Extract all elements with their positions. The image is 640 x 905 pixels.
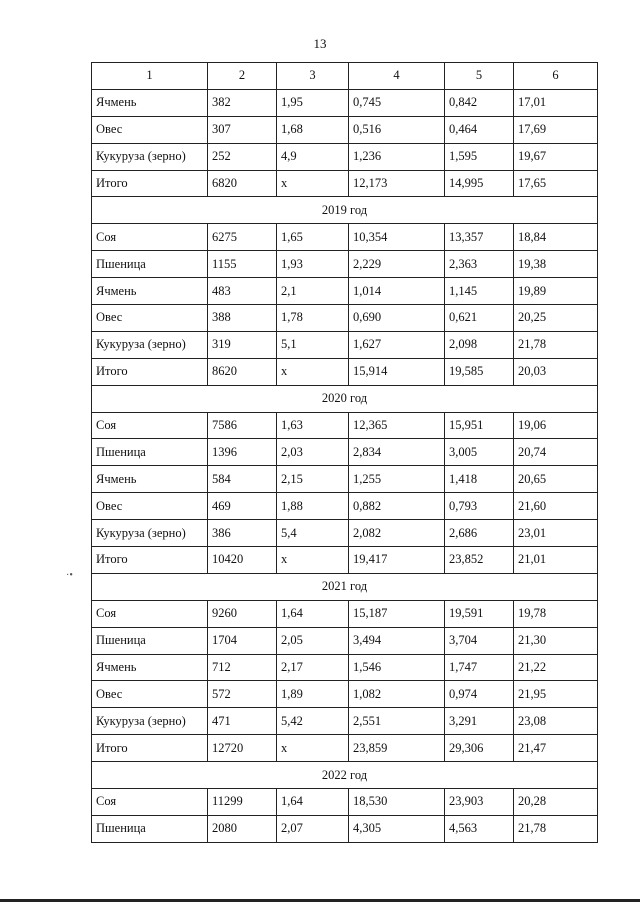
value-cell: 19,38 bbox=[514, 251, 598, 278]
value-cell: 18,530 bbox=[349, 789, 445, 816]
crop-name-cell: Кукуруза (зерно) bbox=[92, 520, 208, 547]
value-cell: 3,704 bbox=[445, 627, 514, 654]
value-cell: х bbox=[277, 547, 349, 574]
value-cell: 0,690 bbox=[349, 305, 445, 332]
header-cell: 3 bbox=[277, 63, 349, 90]
crop-name-cell: Кукуруза (зерно) bbox=[92, 331, 208, 358]
value-cell: 1,255 bbox=[349, 466, 445, 493]
value-cell: 307 bbox=[208, 116, 277, 143]
value-cell: х bbox=[277, 170, 349, 197]
value-cell: 19,89 bbox=[514, 278, 598, 305]
year-row bbox=[92, 573, 598, 600]
value-cell: 469 bbox=[208, 493, 277, 520]
table-row bbox=[92, 493, 598, 520]
table-row bbox=[92, 170, 598, 197]
table-row bbox=[92, 439, 598, 466]
table-row bbox=[92, 600, 598, 627]
value-cell: 13,357 bbox=[445, 224, 514, 251]
table-row bbox=[92, 681, 598, 708]
table-row bbox=[92, 331, 598, 358]
value-cell: 19,591 bbox=[445, 600, 514, 627]
value-cell: 21,30 bbox=[514, 627, 598, 654]
table-row bbox=[92, 654, 598, 681]
value-cell: 0,842 bbox=[445, 89, 514, 116]
header-cell: 6 bbox=[514, 63, 598, 90]
value-cell: 12720 bbox=[208, 735, 277, 762]
header-cell: 5 bbox=[445, 63, 514, 90]
page-edge-line bbox=[0, 899, 640, 902]
year-label: 2021 год bbox=[92, 573, 598, 600]
header-cell: 1 bbox=[92, 63, 208, 90]
crop-name-cell: Овес bbox=[92, 681, 208, 708]
crop-name-cell: Итого bbox=[92, 547, 208, 574]
value-cell: 3,494 bbox=[349, 627, 445, 654]
value-cell: 382 bbox=[208, 89, 277, 116]
value-cell: 1,595 bbox=[445, 143, 514, 170]
value-cell: 20,74 bbox=[514, 439, 598, 466]
value-cell: 21,78 bbox=[514, 815, 598, 842]
value-cell: 17,01 bbox=[514, 89, 598, 116]
value-cell: 1,145 bbox=[445, 278, 514, 305]
value-cell: 17,69 bbox=[514, 116, 598, 143]
value-cell: 1,89 bbox=[277, 681, 349, 708]
value-cell: 2,363 bbox=[445, 251, 514, 278]
value-cell: 8620 bbox=[208, 358, 277, 385]
value-cell: 3,005 bbox=[445, 439, 514, 466]
crop-name-cell: Итого bbox=[92, 735, 208, 762]
value-cell: 0,793 bbox=[445, 493, 514, 520]
value-cell: 10420 bbox=[208, 547, 277, 574]
value-cell: 18,84 bbox=[514, 224, 598, 251]
crop-name-cell: Итого bbox=[92, 170, 208, 197]
value-cell: 23,01 bbox=[514, 520, 598, 547]
value-cell: 584 bbox=[208, 466, 277, 493]
value-cell: 1,88 bbox=[277, 493, 349, 520]
crop-name-cell: Ячмень bbox=[92, 89, 208, 116]
value-cell: 1,236 bbox=[349, 143, 445, 170]
table-row bbox=[92, 815, 598, 842]
value-cell: 1,082 bbox=[349, 681, 445, 708]
value-cell: 20,28 bbox=[514, 789, 598, 816]
value-cell: 15,187 bbox=[349, 600, 445, 627]
value-cell: 23,852 bbox=[445, 547, 514, 574]
crop-name-cell: Пшеница bbox=[92, 439, 208, 466]
header-cell: 4 bbox=[349, 63, 445, 90]
value-cell: 1,014 bbox=[349, 278, 445, 305]
value-cell: 2,15 bbox=[277, 466, 349, 493]
value-cell: 6275 bbox=[208, 224, 277, 251]
value-cell: 572 bbox=[208, 681, 277, 708]
table-row bbox=[92, 789, 598, 816]
table-row bbox=[92, 412, 598, 439]
value-cell: 9260 bbox=[208, 600, 277, 627]
value-cell: 1396 bbox=[208, 439, 277, 466]
value-cell: 6820 bbox=[208, 170, 277, 197]
value-cell: 1,418 bbox=[445, 466, 514, 493]
table-row bbox=[92, 627, 598, 654]
crop-table bbox=[91, 62, 598, 843]
value-cell: 1,64 bbox=[277, 600, 349, 627]
value-cell: 11299 bbox=[208, 789, 277, 816]
value-cell: 1,546 bbox=[349, 654, 445, 681]
value-cell: 388 bbox=[208, 305, 277, 332]
value-cell: 2,03 bbox=[277, 439, 349, 466]
table-row bbox=[92, 143, 598, 170]
value-cell: х bbox=[277, 358, 349, 385]
value-cell: 483 bbox=[208, 278, 277, 305]
crop-name-cell: Ячмень bbox=[92, 466, 208, 493]
value-cell: 1704 bbox=[208, 627, 277, 654]
value-cell: 0,621 bbox=[445, 305, 514, 332]
value-cell: 23,08 bbox=[514, 708, 598, 735]
table-row bbox=[92, 520, 598, 547]
value-cell: 252 bbox=[208, 143, 277, 170]
value-cell: 0,882 bbox=[349, 493, 445, 520]
value-cell: 1155 bbox=[208, 251, 277, 278]
value-cell: 2080 bbox=[208, 815, 277, 842]
crop-name-cell: Овес bbox=[92, 305, 208, 332]
scan-mark: ·• bbox=[66, 570, 73, 581]
table-row bbox=[92, 224, 598, 251]
crop-name-cell: Пшеница bbox=[92, 627, 208, 654]
value-cell: 21,01 bbox=[514, 547, 598, 574]
value-cell: 2,082 bbox=[349, 520, 445, 547]
year-label: 2022 год bbox=[92, 762, 598, 789]
value-cell: 1,95 bbox=[277, 89, 349, 116]
crop-name-cell: Овес bbox=[92, 116, 208, 143]
value-cell: 4,9 bbox=[277, 143, 349, 170]
value-cell: 1,747 bbox=[445, 654, 514, 681]
table-body bbox=[92, 63, 598, 843]
table-row bbox=[92, 358, 598, 385]
value-cell: 29,306 bbox=[445, 735, 514, 762]
value-cell: 1,78 bbox=[277, 305, 349, 332]
crop-name-cell: Пшеница bbox=[92, 251, 208, 278]
value-cell: 4,305 bbox=[349, 815, 445, 842]
value-cell: 7586 bbox=[208, 412, 277, 439]
value-cell: 319 bbox=[208, 331, 277, 358]
value-cell: 5,42 bbox=[277, 708, 349, 735]
year-label: 2020 год bbox=[92, 385, 598, 412]
table-row bbox=[92, 466, 598, 493]
value-cell: 19,06 bbox=[514, 412, 598, 439]
value-cell: 712 bbox=[208, 654, 277, 681]
table-row bbox=[92, 708, 598, 735]
value-cell: 19,585 bbox=[445, 358, 514, 385]
value-cell: 386 bbox=[208, 520, 277, 547]
value-cell: 23,903 bbox=[445, 789, 514, 816]
value-cell: 21,95 bbox=[514, 681, 598, 708]
crop-name-cell: Пшеница bbox=[92, 815, 208, 842]
value-cell: 3,291 bbox=[445, 708, 514, 735]
table-row bbox=[92, 278, 598, 305]
value-cell: 19,78 bbox=[514, 600, 598, 627]
value-cell: 0,464 bbox=[445, 116, 514, 143]
value-cell: 5,4 bbox=[277, 520, 349, 547]
table-row bbox=[92, 305, 598, 332]
value-cell: 471 bbox=[208, 708, 277, 735]
header-cell: 2 bbox=[208, 63, 277, 90]
crop-name-cell: Соя bbox=[92, 789, 208, 816]
year-row bbox=[92, 385, 598, 412]
value-cell: 10,354 bbox=[349, 224, 445, 251]
crop-name-cell: Соя bbox=[92, 600, 208, 627]
value-cell: 2,1 bbox=[277, 278, 349, 305]
value-cell: 12,173 bbox=[349, 170, 445, 197]
value-cell: 20,03 bbox=[514, 358, 598, 385]
value-cell: 23,859 bbox=[349, 735, 445, 762]
value-cell: 1,63 bbox=[277, 412, 349, 439]
value-cell: 1,68 bbox=[277, 116, 349, 143]
value-cell: 0,974 bbox=[445, 681, 514, 708]
value-cell: 2,551 bbox=[349, 708, 445, 735]
value-cell: 19,67 bbox=[514, 143, 598, 170]
year-label: 2019 год bbox=[92, 197, 598, 224]
table-row bbox=[92, 89, 598, 116]
value-cell: 12,365 bbox=[349, 412, 445, 439]
value-cell: 21,60 bbox=[514, 493, 598, 520]
value-cell: 2,05 bbox=[277, 627, 349, 654]
value-cell: 15,951 bbox=[445, 412, 514, 439]
page-number: 13 bbox=[313, 36, 327, 51]
value-cell: 20,25 bbox=[514, 305, 598, 332]
table-row bbox=[92, 251, 598, 278]
crop-name-cell: Соя bbox=[92, 412, 208, 439]
value-cell: 2,686 bbox=[445, 520, 514, 547]
crop-name-cell: Овес bbox=[92, 493, 208, 520]
value-cell: 14,995 bbox=[445, 170, 514, 197]
value-cell: 4,563 bbox=[445, 815, 514, 842]
value-cell: 2,834 bbox=[349, 439, 445, 466]
value-cell: 21,47 bbox=[514, 735, 598, 762]
crop-name-cell: Кукуруза (зерно) bbox=[92, 143, 208, 170]
table-row bbox=[92, 735, 598, 762]
crop-name-cell: Кукуруза (зерно) bbox=[92, 708, 208, 735]
value-cell: 2,07 bbox=[277, 815, 349, 842]
header-row bbox=[92, 63, 598, 90]
value-cell: 1,93 bbox=[277, 251, 349, 278]
value-cell: 17,65 bbox=[514, 170, 598, 197]
table-row bbox=[92, 116, 598, 143]
value-cell: 20,65 bbox=[514, 466, 598, 493]
value-cell: 0,516 bbox=[349, 116, 445, 143]
value-cell: 1,64 bbox=[277, 789, 349, 816]
value-cell: 19,417 bbox=[349, 547, 445, 574]
year-row bbox=[92, 197, 598, 224]
value-cell: 15,914 bbox=[349, 358, 445, 385]
value-cell: 21,22 bbox=[514, 654, 598, 681]
value-cell: 21,78 bbox=[514, 331, 598, 358]
value-cell: 2,229 bbox=[349, 251, 445, 278]
value-cell: 1,627 bbox=[349, 331, 445, 358]
table-row bbox=[92, 547, 598, 574]
value-cell: х bbox=[277, 735, 349, 762]
value-cell: 0,745 bbox=[349, 89, 445, 116]
value-cell: 1,65 bbox=[277, 224, 349, 251]
crop-name-cell: Соя bbox=[92, 224, 208, 251]
value-cell: 5,1 bbox=[277, 331, 349, 358]
value-cell: 2,098 bbox=[445, 331, 514, 358]
crop-name-cell: Ячмень bbox=[92, 654, 208, 681]
value-cell: 2,17 bbox=[277, 654, 349, 681]
crop-name-cell: Ячмень bbox=[92, 278, 208, 305]
crop-name-cell: Итого bbox=[92, 358, 208, 385]
year-row bbox=[92, 762, 598, 789]
